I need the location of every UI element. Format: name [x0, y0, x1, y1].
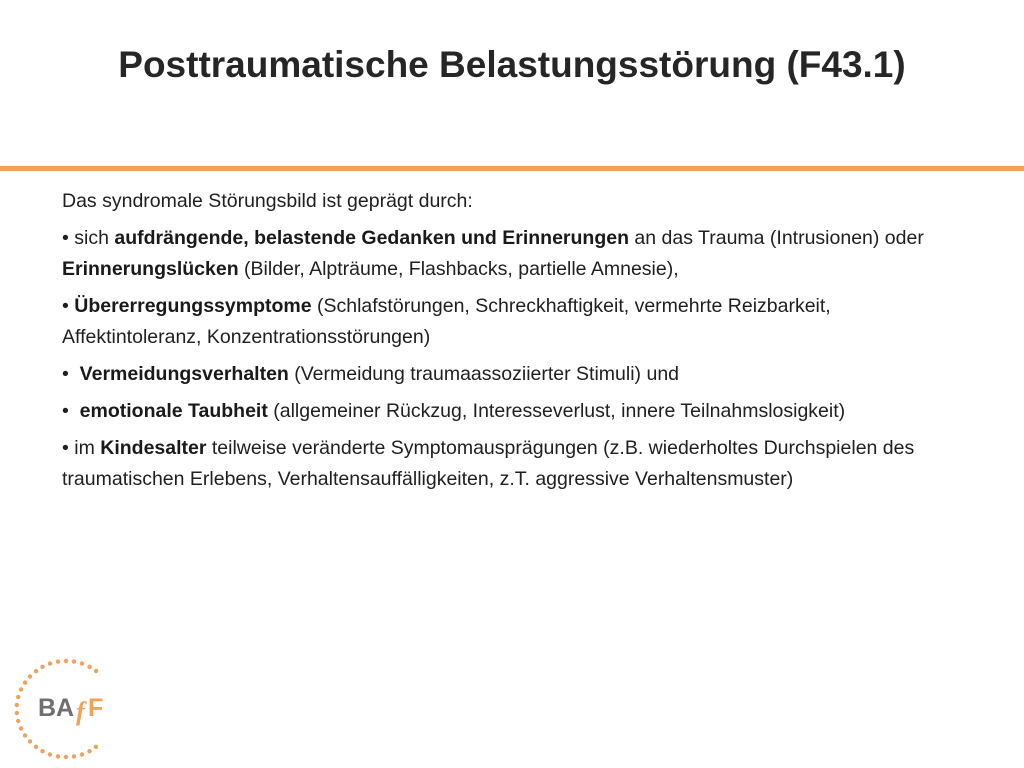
logo-ba-text: BA — [38, 694, 75, 722]
bullet-hyperarousal-post: (Schlafstörungen, Schreckhaftigkeit, vermehrte Reizbarkeit, Affektintoleranz, Konzentrationsstörungen) — [62, 295, 831, 348]
bullet-intrusions-mid: an das Trauma (Intrusionen) oder — [629, 227, 924, 249]
bullet-childhood — [62, 433, 962, 495]
slide-title: Posttraumatische Belastungsstörung (F43.1) — [118, 44, 906, 85]
bullet-hyperarousal — [62, 291, 962, 353]
bullet-intrusions-post: (Bilder, Alpträume, Flashbacks, partielle Amnesie), — [238, 258, 679, 280]
bullet-numbness-pre: • — [62, 400, 80, 422]
bullet-intrusions-bold: aufdrängende, belastende Gedanken und Erinnerungen — [114, 227, 630, 249]
bullet-numbness-post: (allgemeiner Rückzug, Interesseverlust, innere Teilnahmslosigkeit) — [267, 400, 846, 422]
bullet-avoidance-post: (Vermeidung traumaassoziierter Stimuli) und — [288, 363, 680, 385]
bullet-numbness-bold: emotionale Taubheit — [79, 400, 268, 422]
baff-logo — [10, 656, 122, 760]
bullet-childhood-pre: • im — [62, 437, 101, 459]
logo-f-text: F — [88, 694, 104, 722]
bullet-avoidance-pre: • — [62, 363, 80, 385]
bullet-hyperarousal-pre: • — [62, 295, 75, 317]
bullet-avoidance — [62, 359, 962, 390]
bullet-numbness — [62, 396, 962, 427]
intro-text: Das syndromale Störungsbild ist geprägt durch: — [62, 190, 473, 212]
slide-body — [62, 186, 962, 501]
title-divider — [0, 166, 1024, 171]
bullet-intrusions — [62, 223, 962, 285]
bullet-avoidance-bold: Vermeidungsverhalten — [79, 363, 289, 385]
bullet-childhood-bold: Kindesalter — [100, 437, 207, 459]
bullet-intrusions-pre: • sich — [62, 227, 115, 249]
logo-small-f-text: f — [76, 697, 85, 726]
bullet-hyperarousal-bold: Übererregungssymptome — [74, 295, 312, 317]
bullet-intrusions-bold2: Erinnerungslücken — [62, 258, 239, 280]
bullet-childhood-post: teilweise veränderte Symptomausprägungen (z.B. wiederholtes Durchspielen des traumatischen Erlebens, Verhaltensauffälligkeiten, z.T. aggressive Verhaltensmuster) — [62, 437, 915, 490]
